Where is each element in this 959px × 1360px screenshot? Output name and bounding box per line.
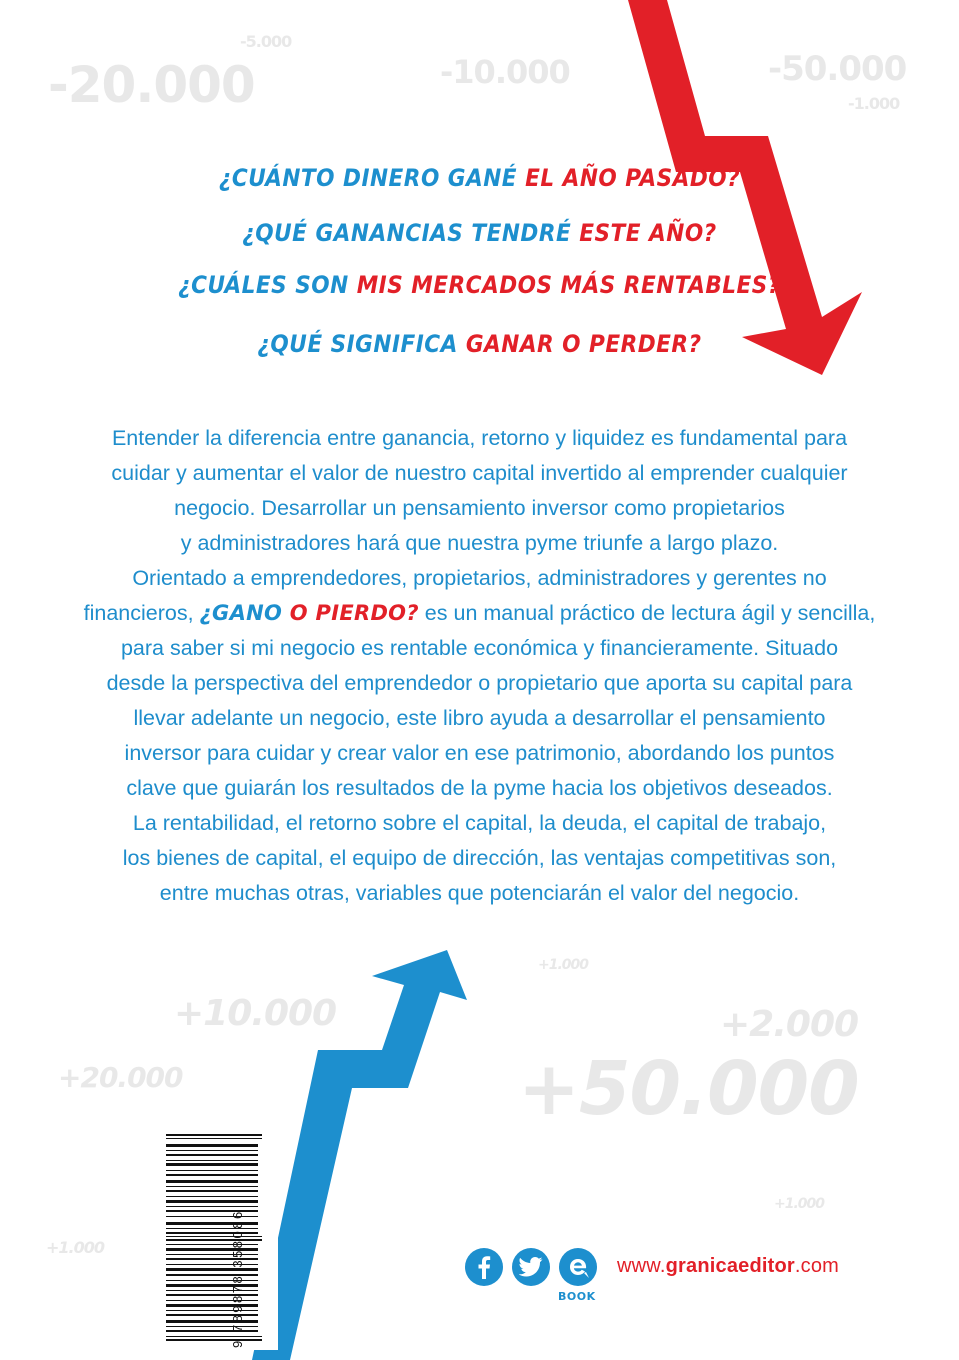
ghost-number: -10.000 [440,53,570,91]
facebook-glyph [475,1255,493,1279]
ebook-icon[interactable] [559,1248,597,1286]
question-blue-part: ¿QUÉ SIGNIFICA [257,330,466,358]
question-line [0,329,959,359]
barcode-digits: 9 789878 358086 [230,1209,245,1348]
question-red-part: ESTE AÑO? [579,219,717,247]
publisher-website[interactable] [617,1255,839,1278]
question-blue-part: ¿CUÁNTO DINERO GANÉ [218,164,526,192]
description-line: clave que guiarán los resultados de la pyme hacia los objetivos deseados. [126,776,833,800]
ebook-glyph [566,1255,590,1279]
description-line: La rentabilidad, el retorno sobre el capital, la deuda, el capital de trabajo, [132,811,827,835]
ghost-number: -50.000 [768,49,907,89]
description-line: los bienes de capital, el equipo de dirección, las ventajas competitivas son, [122,846,837,870]
ghost-number: +10.000 [174,993,337,1034]
website-name: granicaeditor [665,1255,795,1277]
description-line: cuidar y aumentar el valor de nuestro capital invertido al emprender cualquier [111,461,848,485]
question-red-part: GANAR O PERDER? [465,330,702,358]
ghost-number: +1.000 [46,1238,105,1257]
description-text: es un manual práctico de lectura ágil y sencilla, [418,601,876,625]
question-red-part: MIS MERCADOS MÁS RENTABLES? [356,271,781,299]
barcode [166,1130,278,1350]
description-line: Orientado a emprendedores, propietarios, administradores y gerentes no [132,566,827,590]
website-suffix: .com [794,1255,840,1277]
question-line [0,218,959,248]
ghost-number: -5.000 [240,32,292,51]
description-line: para saber si mi negocio es rentable económica y financieramente. Situado [120,636,839,660]
question-line [0,270,959,300]
ghost-number: +50.000 [518,1046,859,1132]
facebook-icon[interactable] [465,1248,503,1286]
ghost-number: -1.000 [848,94,900,113]
book-title-blue: ¿GANO [199,601,283,625]
ghost-number: +1.000 [774,1196,825,1212]
ghost-number: -20.000 [48,56,255,114]
book-title-red: O PIERDO? [282,601,419,625]
description-line: Entender la diferencia entre ganancia, retorno y liquidez es fundamental para [111,426,848,450]
twitter-icon[interactable] [512,1248,550,1286]
ghost-number: +20.000 [58,1061,183,1094]
description-line: entre muchas otras, variables que potenciarán el valor del negocio. [159,881,800,905]
ebook-label: BOOK [558,1290,596,1303]
description-line [60,596,899,631]
ghost-number: +1.000 [538,957,589,973]
description-line: llevar adelante un negocio, este libro ayuda a desarrollar el pensamiento [133,706,826,730]
question-blue-part: ¿QUÉ GANANCIAS TENDRÉ [242,219,580,247]
description-line: negocio. Desarrollar un pensamiento inversor como propietarios [174,496,785,520]
book-description [60,421,899,911]
question-line [0,163,959,193]
website-prefix: www. [617,1255,666,1277]
description-line: inversor para cuidar y crear valor en ese patrimonio, abordando los puntos [124,741,835,765]
question-blue-part: ¿CUÁLES SON [178,271,357,299]
description-line: desde la perspectiva del emprendedor o propietario que aporta su capital para [106,671,853,695]
ghost-number: +2.000 [720,1004,859,1045]
description-text: financieros, [83,601,200,625]
description-line: y administradores hará que nuestra pyme triunfe a largo plazo. [180,531,779,555]
question-red-part: EL AÑO PASADO? [525,164,741,192]
twitter-glyph [519,1257,543,1277]
